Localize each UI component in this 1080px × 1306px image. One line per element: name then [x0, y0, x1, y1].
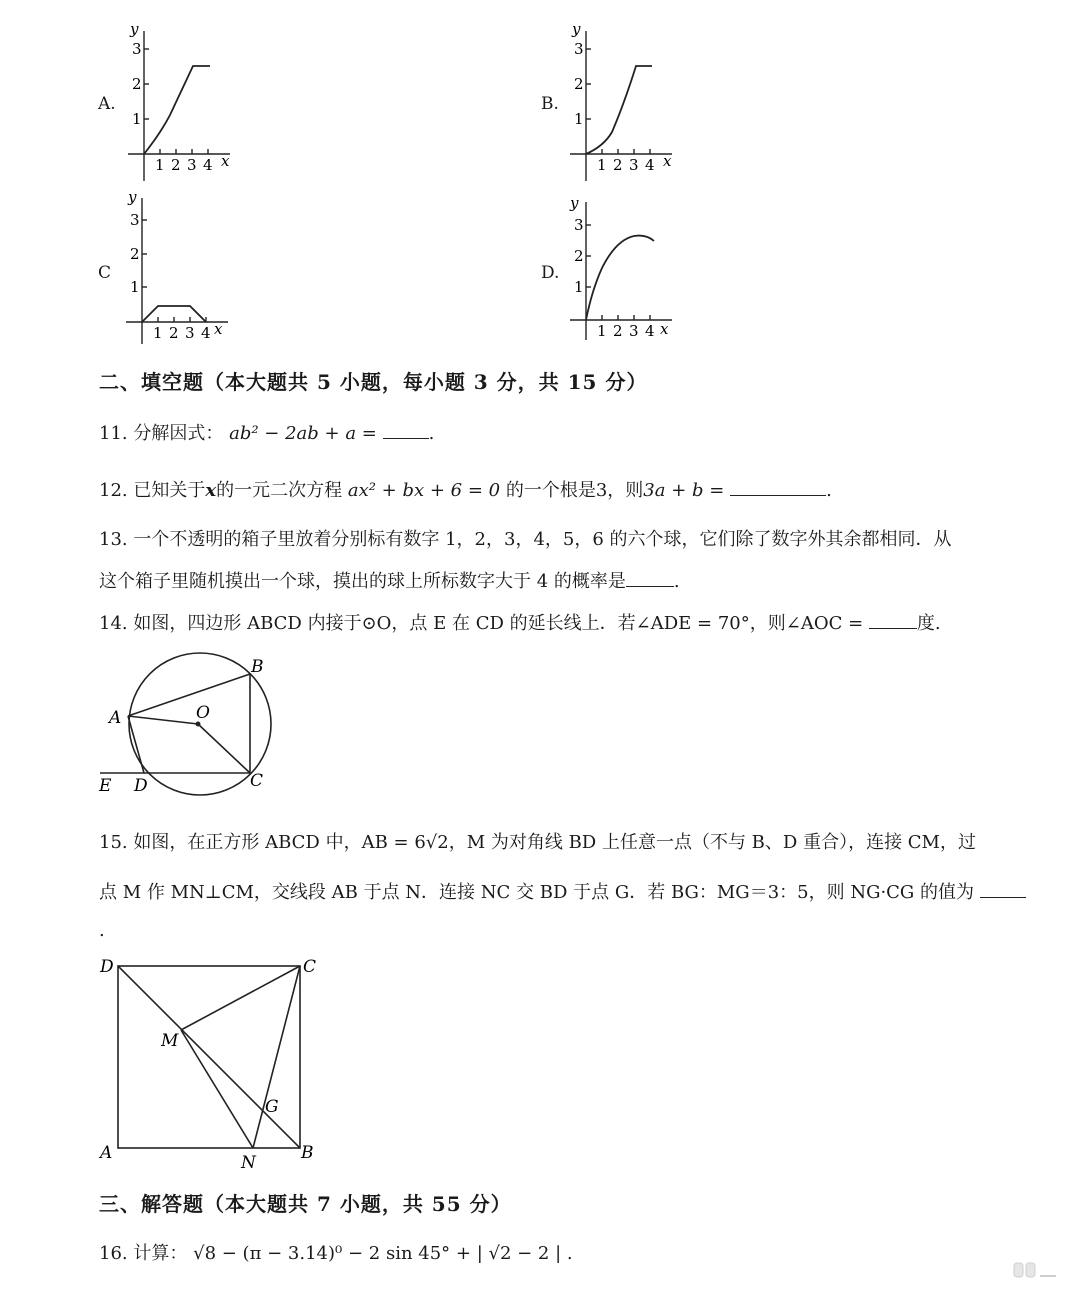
svg-text:3: 3	[130, 211, 140, 229]
svg-text:A: A	[109, 708, 122, 728]
y-axis-label: y	[130, 20, 139, 38]
svg-text:3: 3	[187, 156, 197, 174]
svg-text:D: D	[100, 957, 114, 977]
svg-text:2: 2	[132, 75, 142, 93]
x-axis-label: x	[221, 152, 230, 170]
section-3-heading: 三、解答题（本大题共 7 小题，共 55 分）	[99, 1192, 512, 1216]
svg-text:2: 2	[574, 75, 584, 93]
option-c-label: C	[98, 263, 112, 283]
figure-14-circle	[92, 648, 282, 800]
question-11: 11. 分解因式： ab² − 2ab + a = .	[99, 423, 435, 444]
question-16: 16. 计算： √8 − (π − 3.14)⁰ − 2 sin 45° + | √2 − 2 | .	[99, 1243, 573, 1264]
svg-text:1: 1	[153, 324, 163, 342]
svg-text:x: x	[660, 320, 669, 338]
question-15-dot: .	[99, 920, 105, 941]
svg-text:3: 3	[132, 40, 142, 58]
option-c-graph	[118, 186, 243, 346]
svg-text:4: 4	[203, 156, 213, 174]
svg-text:1: 1	[574, 278, 584, 296]
option-b-graph	[560, 16, 685, 184]
svg-text:C: C	[250, 771, 264, 791]
svg-text:4: 4	[645, 322, 655, 340]
option-b-label: B.	[541, 94, 559, 114]
svg-text:B: B	[301, 1143, 314, 1163]
svg-text:C: C	[303, 957, 317, 977]
svg-text:2: 2	[613, 156, 623, 174]
svg-text:4: 4	[201, 324, 211, 342]
svg-text:E: E	[99, 776, 112, 796]
option-d-graph	[560, 190, 685, 350]
svg-text:A: A	[100, 1143, 113, 1163]
svg-text:M: M	[161, 1031, 179, 1051]
svg-text:3: 3	[574, 40, 584, 58]
option-a-label: A.	[98, 94, 116, 114]
option-d-label: D.	[541, 263, 560, 283]
question-13-line1: 13. 一个不透明的箱子里放着分别标有数字 1，2，3，4，5，6 的六个球，它们除了数字外其余都相同．从	[99, 529, 952, 550]
question-15-line2: 点 M 作 MN⊥CM，交线段 AB 于点 N．连接 NC 交 BD 于点 G．若 BG：MG＝3：5，则 NG·CG 的值为	[99, 878, 1026, 904]
svg-text:2: 2	[171, 156, 181, 174]
svg-text:G: G	[265, 1097, 279, 1117]
svg-text:N: N	[241, 1153, 256, 1173]
svg-text:3: 3	[629, 156, 639, 174]
svg-text:1: 1	[155, 156, 165, 174]
section-2-heading: 二、填空题（本大题共 5 小题，每小题 3 分，共 15 分）	[99, 370, 648, 394]
question-13-line2: 这个箱子里随机摸出一个球，摸出的球上所标数字大于 4 的概率是 .	[99, 571, 680, 592]
watermark-icon	[1012, 1260, 1058, 1280]
question-14: 14. 如图，四边形 ABCD 内接于⊙O，点 E 在 CD 的延长线上．若∠ADE = 70°，则∠AOC = 度.	[99, 613, 941, 634]
svg-text:2: 2	[574, 247, 584, 265]
svg-text:y: y	[128, 188, 137, 206]
figure-15-square	[95, 952, 325, 1174]
svg-text:B: B	[251, 657, 264, 677]
svg-text:3: 3	[185, 324, 195, 342]
svg-text:3: 3	[574, 216, 584, 234]
svg-text:1: 1	[597, 156, 607, 174]
svg-text:O: O	[196, 703, 210, 723]
svg-text:x: x	[214, 320, 223, 338]
svg-text:4: 4	[645, 156, 655, 174]
svg-text:1: 1	[574, 110, 584, 128]
option-a-graph	[118, 16, 243, 184]
svg-text:2: 2	[169, 324, 179, 342]
svg-text:D: D	[134, 776, 148, 796]
svg-text:y: y	[572, 20, 581, 38]
svg-text:x: x	[663, 152, 672, 170]
svg-text:3: 3	[629, 322, 639, 340]
svg-text:y: y	[570, 194, 579, 212]
svg-text:1: 1	[132, 110, 142, 128]
svg-text:2: 2	[613, 322, 623, 340]
question-15-line1: 15. 如图，在正方形 ABCD 中，AB = 6√2，M 为对角线 BD 上任意一点（不与 B、D 重合），连接 CM，过	[99, 832, 976, 853]
question-12: 12. 已知关于x的一元二次方程 ax² + bx + 6 = 0 的一个根是3，则3a + b = .	[99, 480, 832, 501]
svg-text:1: 1	[130, 278, 140, 296]
svg-text:2: 2	[130, 245, 140, 263]
svg-text:1: 1	[597, 322, 607, 340]
